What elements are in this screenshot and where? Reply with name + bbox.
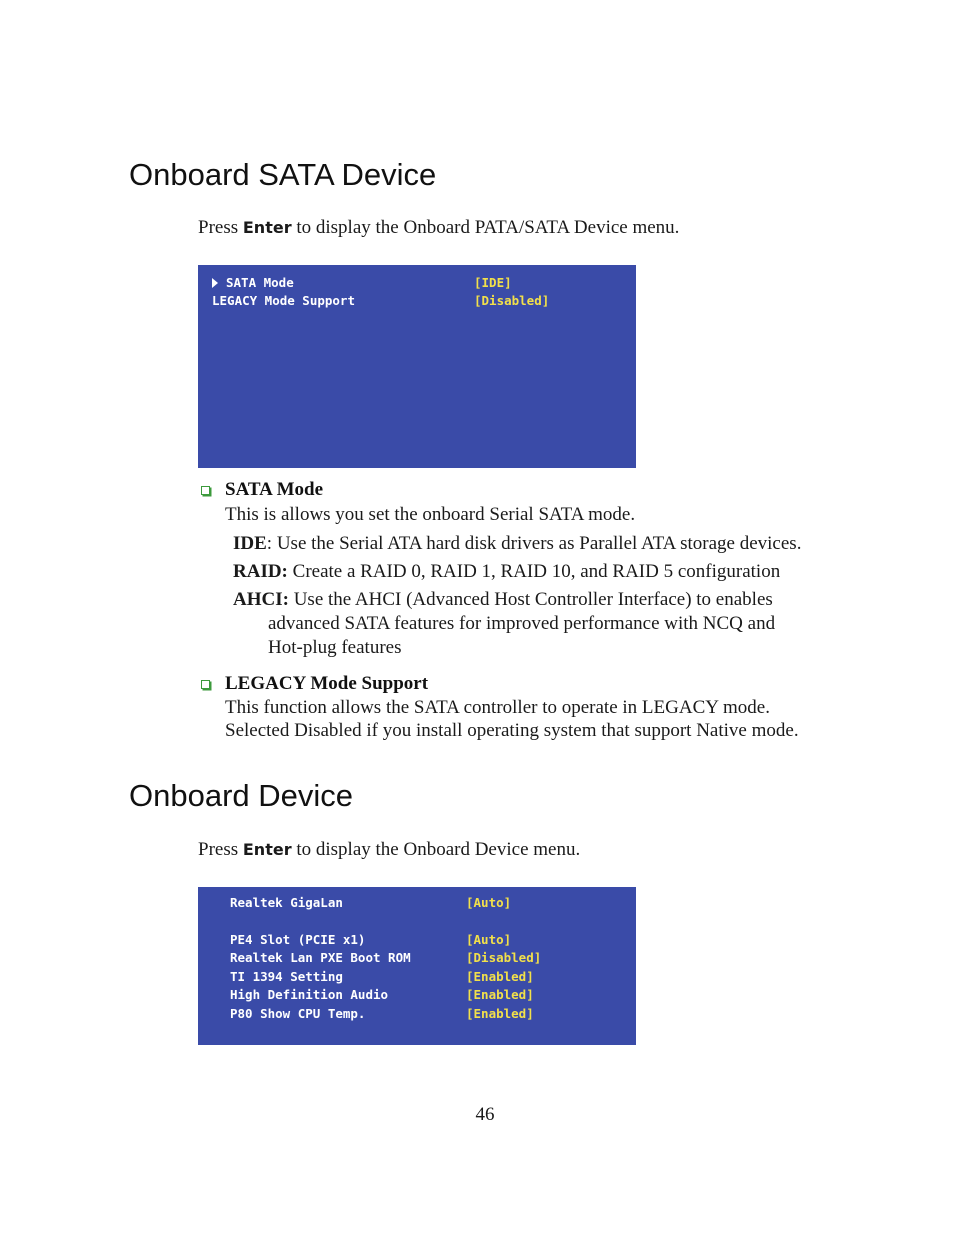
intro-pre: Press [198,217,243,238]
bios-label: LEGACY Mode Support [212,293,355,308]
bios-row-ti-1394[interactable] [230,968,630,986]
sata-mode-description: This is allows you set the onboard Serial SATA mode. [225,504,636,525]
intro-pre: Press [198,839,243,860]
bios-row-lan-pxe-rom[interactable] [230,949,630,967]
bios-value: [Disabled] [474,293,550,308]
ahci-option-text [233,589,773,611]
ide-option-text [233,533,801,555]
section-title-onboard-sata: Onboard SATA Device [129,157,437,192]
bios-value: [Enabled] [466,1006,534,1021]
bios-row-pe4-slot[interactable] [230,931,630,949]
raid-text: Create a RAID 0, RAID 1, RAID 10, and RAID 5 configuration [287,561,781,582]
bios-label: High Definition Audio [230,987,389,1002]
bios-label: P80 Show CPU Temp. [230,1006,366,1021]
bios-value: [Auto] [466,932,512,947]
bios-value: [Enabled] [466,969,534,984]
bios-value: [Enabled] [466,987,534,1002]
checkbox-bullet-icon [201,680,210,689]
ahci-term: AHCI: [233,589,289,610]
bios-value: [Auto] [466,895,512,910]
bios-value: [IDE] [474,275,512,290]
bios-row-p80-cpu-temp[interactable] [230,1005,630,1023]
bios-label: Realtek Lan PXE Boot ROM [230,950,411,965]
raid-option-text [233,561,780,583]
legacy-mode-line1: This function allows the SATA controller to operate in LEGACY mode. [225,697,770,718]
bullet-heading-legacy-mode: LEGACY Mode Support [225,673,429,694]
section-title-onboard-device: Onboard Device [129,778,354,813]
ide-text: : Use the Serial ATA hard disk drivers as Parallel ATA storage devices. [266,533,802,554]
selection-arrow-icon [212,278,218,288]
bullet-heading-sata-mode: SATA Mode [225,479,323,500]
bios-value: [Disabled] [466,950,542,965]
page-number: 46 [475,1104,495,1125]
intro-text-device [198,839,580,861]
legacy-mode-line2: Selected Disabled if you install operating system that support Native mode. [225,720,799,741]
checkbox-bullet-icon [201,486,210,495]
raid-term: RAID: [233,561,288,582]
ahci-text-line2: advanced SATA features for improved performance with NCQ and [268,613,776,634]
ide-term: IDE [233,533,267,554]
intro-post: to display the Onboard Device menu. [291,839,581,860]
bios-row-sata-mode[interactable] [212,274,632,292]
ahci-text: Use the AHCI (Advanced Host Controller Interface) to enables [288,589,773,610]
bios-label: TI 1394 Setting [230,969,343,984]
bios-row-hd-audio[interactable] [230,986,630,1004]
ahci-text-line3: Hot-plug features [268,637,402,658]
bios-menu-sata [198,265,636,468]
enter-key-label: Enter [242,218,292,237]
bios-label: SATA Mode [212,274,294,292]
bios-row-realtek-gigalan[interactable] [230,894,630,912]
bios-label: Realtek GigaLan [230,895,343,910]
enter-key-label: Enter [242,840,292,859]
bios-row-legacy-mode[interactable] [212,292,632,310]
bios-label: PE4 Slot (PCIE x1) [230,932,366,947]
intro-post: to display the Onboard PATA/SATA Device menu. [291,217,680,238]
bios-menu-device [198,887,636,1045]
intro-text-sata [198,217,679,239]
